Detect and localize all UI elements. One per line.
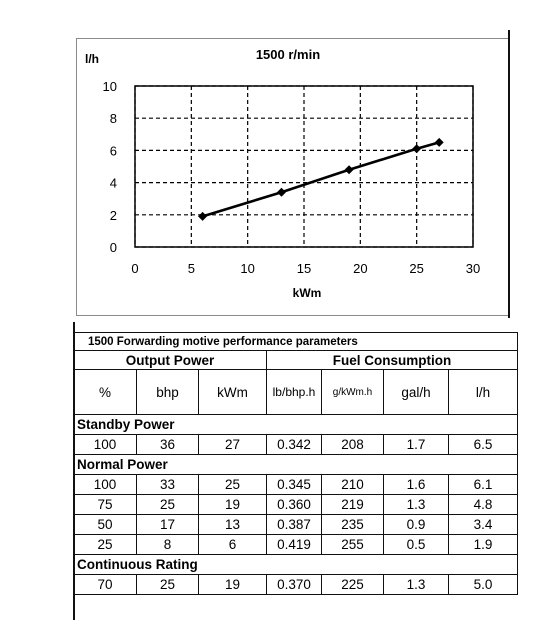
column-header: lb/bhp.h	[267, 370, 322, 415]
column-header: gal/h	[384, 370, 449, 415]
y-tick-label: 2	[109, 207, 117, 223]
section-header: Standby Power	[74, 415, 518, 435]
table-caption-row	[74, 333, 518, 351]
divider	[508, 30, 510, 318]
column-header: %	[74, 370, 137, 415]
data-point-marker	[345, 165, 354, 174]
table-cell: 6.5	[449, 435, 518, 455]
table-cell: 27	[199, 435, 267, 455]
table-cell: 0.342	[267, 435, 322, 455]
chart-panel	[76, 38, 509, 316]
table-cell: 0.345	[267, 475, 322, 495]
table-cell: 25	[74, 535, 137, 555]
table-cell: 25	[199, 475, 267, 495]
table-cell: 0.9	[384, 515, 449, 535]
table-cell: 235	[322, 515, 384, 535]
y-tick-label: 4	[109, 175, 117, 191]
table-cell: 1.3	[384, 575, 449, 595]
chart-title: 1500 r/min	[255, 47, 321, 62]
table-row	[74, 435, 518, 455]
table-row	[74, 495, 518, 515]
x-tick-label: 20	[353, 261, 368, 276]
table-cell: 70	[74, 575, 137, 595]
table-cell: 17	[137, 515, 199, 535]
section-header-row	[74, 555, 518, 575]
table-cell: 25	[137, 495, 199, 515]
y-tick-label: 6	[109, 143, 117, 159]
table-cell: 19	[199, 575, 267, 595]
table-cell: 0.370	[267, 575, 322, 595]
group-header-fuel-consumption: Fuel Consumption	[267, 351, 518, 370]
table-cell: 208	[322, 435, 384, 455]
group-header-output-power: Output Power	[74, 351, 267, 370]
x-tick-label: 25	[409, 261, 424, 276]
table-cell: 19	[199, 495, 267, 515]
x-tick-label: 15	[296, 261, 312, 276]
table-cell: 0.5	[384, 535, 449, 555]
column-header-row	[74, 370, 518, 415]
data-point-marker	[277, 188, 286, 197]
x-tick-label: 5	[187, 261, 195, 276]
table-cell: 75	[74, 495, 137, 515]
table-cell: 6.1	[449, 475, 518, 495]
fuel-consumption-chart	[77, 39, 508, 315]
column-header: g/kWm.h	[322, 370, 384, 415]
table-row	[74, 535, 518, 555]
table-cell: 6	[199, 535, 267, 555]
table-cell: 0.360	[267, 495, 322, 515]
table-cell: 50	[74, 515, 137, 535]
table-cell: 225	[322, 575, 384, 595]
section-header-row	[74, 415, 518, 435]
table-cell: 255	[322, 535, 384, 555]
table-row	[74, 575, 518, 595]
data-point-marker	[412, 144, 421, 153]
table-cell: 1.3	[384, 495, 449, 515]
series-line	[203, 142, 440, 216]
column-header: l/h	[449, 370, 518, 415]
y-axis-label: l/h	[85, 52, 99, 66]
table-cell: 100	[74, 475, 137, 495]
table-cell: 1.6	[384, 475, 449, 495]
section-header: Normal Power	[74, 455, 518, 475]
y-tick-label: 0	[109, 240, 117, 255]
x-tick-label: 10	[240, 261, 255, 276]
table-cell: 13	[199, 515, 267, 535]
table-cell: 1.7	[384, 435, 449, 455]
table-caption: 1500 Forwarding motive performance parameters	[74, 333, 518, 351]
table-row	[74, 475, 518, 495]
column-header: bhp	[137, 370, 199, 415]
y-tick-label: 10	[102, 79, 117, 94]
table-cell: 8	[137, 535, 199, 555]
table-cell: 25	[137, 575, 199, 595]
performance-table	[73, 332, 518, 595]
table-cell: 1.9	[449, 535, 518, 555]
table-row	[74, 515, 518, 535]
table-cell: 4.8	[449, 495, 518, 515]
table-cell: 5.0	[449, 575, 518, 595]
table-cell: 219	[322, 495, 384, 515]
x-axis-label: kWm	[292, 286, 322, 300]
section-header: Continuous Rating	[74, 555, 518, 575]
group-header-row	[74, 351, 518, 370]
x-tick-label: 0	[131, 261, 139, 276]
column-header: kWm	[199, 370, 267, 415]
table-cell: 0.419	[267, 535, 322, 555]
x-tick-label: 30	[465, 261, 481, 276]
data-point-marker	[198, 212, 207, 221]
section-header-row	[74, 455, 518, 475]
table-cell: 36	[137, 435, 199, 455]
table-cell: 0.387	[267, 515, 322, 535]
y-tick-label: 8	[109, 111, 117, 127]
table-cell: 100	[74, 435, 137, 455]
table-cell: 33	[137, 475, 199, 495]
data-point-marker	[435, 138, 444, 147]
performance-table-container	[73, 332, 518, 595]
table-cell: 3.4	[449, 515, 518, 535]
table-cell: 210	[322, 475, 384, 495]
